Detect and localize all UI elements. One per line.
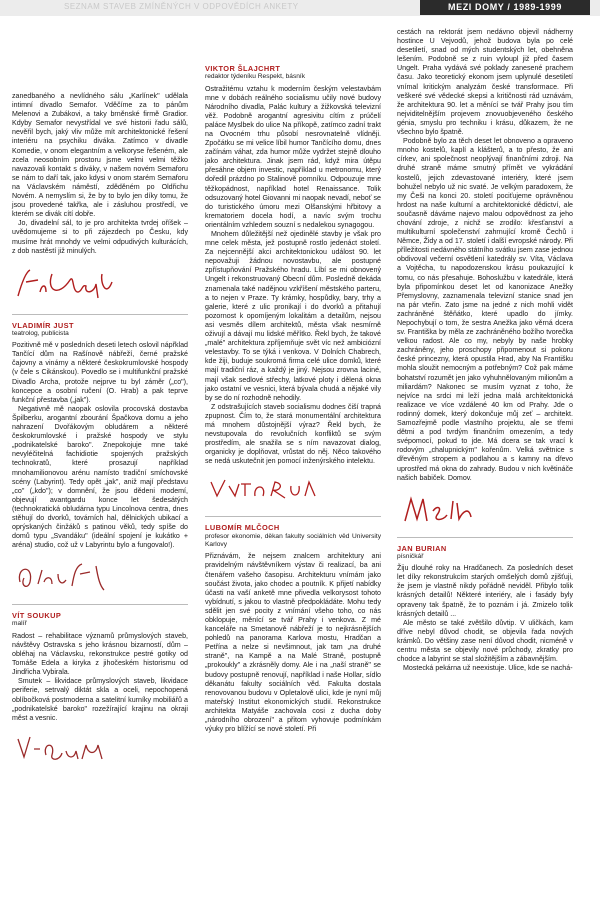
answer-text: Přiznávám, že nejsem znalcem architektury ani pravidelným návštěvníkem výstav či realizací, ba ani čtenářem vašeho časopisu. Architekturu vnímám jako součást života, jako chodec a poutník. K přijetí nabídky účasti na vaší anketě mne přivedla velkorysost tohoto vybídnutí, s jakou to vlastně předpokládáte. Mohu tedy sdělit jen své pocity z vnímání všeho toho, co nás obklopuje, měnící se tvář Prahy i venkova. Z mé kanceláře na Smetanově nábřeží je to nejkrásnějších pohledů na panorama Karlova mostu, Hradčan a Petřína a nelze si nevšimnout, jak tam „na druhé straně", na Kampě a na Malé Straně, postupně „prokoukly" a zkrásněly domy. Ale i na „naší straně" se budovy postupně renovují, například i naše Hollar, sídlo děkanátu fakulty sociálních věd. Fakulta dostala renovovanou budovu v Opletalově ulici, kde je nyní můj mateřský Institut ekonomických studií. Rekonstrukce architekta Matyáše zachovala cosi z ducha doby „národního obrození" a přitom vyhovuje podmínkám výuky pro blížící se nové století. Při	[205, 552, 381, 734]
author-role: profesor ekonomie, děkan fakulty sociálních věd University Karlovy	[205, 532, 381, 548]
signature-3	[12, 729, 188, 765]
column-1	[12, 92, 188, 773]
author-role: redaktor týdeníku Respekt, básník	[205, 73, 306, 81]
author-name: VIKTOR ŠLAJCHRT	[205, 64, 281, 73]
author-role: písničkář	[397, 552, 424, 560]
answer-text-2: Ale město se také zvětšilo důvtip. V uličkách, kam dříve nebyl důvod chodit, se objevila řada nových krámků. Do většiny zase není důvod chodit, nicméně v centru města se objevily nové průchody, zkratky pro chodce a labyrint se stal složitějším a zábavnějším.	[397, 618, 573, 664]
ghost-heading: SEZNAM STAVEB ZMÍNĚNÝCH V ODPOVĚDÍCH ANKETY	[64, 2, 299, 11]
signature-5	[397, 489, 573, 529]
intro-paragraph: cestách na rektorát jsem nedávno objevil nádherny hostince U Vejvodů, jehož budova byla po celé desetiletí, snad od mých studentských let, obehněna lešením. Podobně se z ruin vyloupl již před časem Ungelt. Praha vydává své poklady zanesené prachem času. Jako teoretický ekonom jsem uplynulé desetiletí vnímal kritickým analyzám české transformace. Při veškeré své vědecké skepsi a kritičnosti rád uznávám, že architektura 90. let a měnící se tvář Prahy jsou tím nejviditelnějším projevem znovuobjeveného českého génia, smyslu pro techniku i krásu, důkazem, že ne všechno bylo špatně.	[397, 28, 573, 137]
author-name: LUBOMÍR MLČOCH	[205, 523, 280, 533]
answer-text: Radost – rehabilitace významů průmyslových staveb, návštěvy Ostravska s jeho krásnou bizarností, dům – obléhaj na Václavsku, rekonstrukce pestré gotiky od Tomáše Edela a kiryka z jihočeském historismu od Jindřicha Vybirala.	[12, 631, 188, 677]
author-name: VÍT SOUKUP	[12, 611, 62, 621]
answer-text: Ostražitému vztahu k moderním českým velestavbám mne v dobách reálného socialismu učily nové budovy Národního divadla, Palác kultury a žižkovská televizní věž. Podobně arogantní agresivitu cítím z prúčelí paláce Myslbek do ulice Na příkopě, zatímco zadní trakt na Ovocném trhu působí nesrovnatelně vlídněji. Zpočátku se mi velice líbil humor Tančícího domu, dnes začínám váhat, zda humor může vydržet stejně dlouho jako architektura. Jinak jsem rád, když mira útěpu přesáhne objem investic, například u metronomu, který doředil prázdno po Stalinově pomníku. Odpouzuje mne těžkopádnost, například hotel Renaissance. Tolik odsuzovaný hotel Giovanni mi naopak nevadí, neboť se do turistického úmoru mezi Olšanskými hřbitovy a krematoriem docela hodí, a navíc svým trochu orientálním vzhledem souzní s nedalekou synagogou.	[205, 84, 381, 229]
answer-text: Pozitivně mě v posledních deseti letech oslovil nápřklad Tančící dům na Rašínově nábřeží, černé pražské čajovny a vinárny a některé českokrumlovské hospody (v čele s Cikánskou). Povedlo se i multifunkční pražské Divadlo Archa, protože nejprve tu byl záměr („co"), koncepce a osobní ručení (O. Hrab) a pak teprve funkční přestavba („jak").	[12, 341, 188, 404]
signature-2	[12, 556, 188, 596]
divider	[12, 604, 188, 605]
author-role: malíř	[12, 620, 27, 628]
column-3	[397, 28, 573, 673]
answer-text-3: Mostecká pekárna už neexistuje. Ulice, kde se nachá-	[403, 664, 573, 673]
answer-text: Žiju dlouhé roky na Hradčanech. Za posledních deset let díky rekonstrukcím starých omšelých domů zjišťuji, že jsem je vlastně nikdy pořádně neviděl. Přibylo tolik krásných detailů! Některé interiéry, ale i fasády byly opraveny tak špatně, že to poznám i já. Zmizelo tolik krásných detailů ...	[397, 564, 573, 618]
answer-text-3: Z odstrašujících staveb socialismu dodnes čiší trapná zpupnost. Čím to, že stará monumentální architektura má mnohem důstojnější výraz? Řekl bych, že nevstupovala do revolučních konfliktů se svým prostředím, ale snažila se s ním navazovat dialog, organicky je doplňovat, vrůstat do něj. Něco takového se nedá uskutečnit jen pomocí inženýrského intelektu.	[205, 402, 381, 466]
intro-paragraph: zanedbaného a nevlídného sálu „Karlínek" udělala intimní divadlo Semafor. Vděčíme za to pánům Melenovi a Zubákovi, a taky brněnské firmě Gradior. Kdyby Semafor nevystřídal ve své historii řadu sálů, nevěřil bych, jaký vliv může mít architektonické řešení interiéru na psychiku diváka. Zatímco v divadle Komedie, v onom elegantním a velkoryse řešeném, ale zcela neosobním prostoru jsme velmi velmi těžko navazovali kontakt s diváky, v našem novém Semaforu se nám to daří tak, jako kdysi v onom starém Semaforu na Václavském náměstí, zděděném po Oldřichu Novém. A nemyslím si, že by to bylo jen díky tomu, že jsou provedené takřka, ale i zásluhou prostředí, ve kterém se divák cítí dobře.	[12, 92, 188, 219]
divider	[397, 537, 573, 538]
author-name: JAN BURIAN	[397, 543, 447, 553]
author-name: VLADIMÍR JUST	[12, 320, 74, 330]
intro-paragraph-2: Podobně bylo za těch deset let obnoveno a opraveno mnoho kostelů, kaplí a klášterů, a to přesto, že ani církev, ani společnost neoplývají finančními zdroji. Na druhé straně máme smutný přímět ve vykrádání kostelů, jejich zdevastované interiéry, které jsem bohužel nebylo už nic svaté. Je velkým paradoxem, že my Češi na konci 20. století pociťujeme oprávněnou hrdost na naše kulturní a architektonické dědictví, ale současně dáváme najevo malou odpovědnost za jeho chování zdroje, z nichž se zrodilo: křesťanství a multikulturní společenství zahrnující kromě Čechů i Němce, Židy a od 17. století i další evropské národy. Při příležitosti nedávného státního svátku jsem zase jednou obdivoval večerní osvětlení katedrály sv. Víta, Václava a Vojtěcha, tu napodozenskou krásu poukazující k tomu, co nás přesahuje. Bohoslužbu v katedrále, která byla připomínkou deset let od kanonizace Anežky Přemyslovny, zaznamenala televizní stanice snad jen na pár vteřin. Zato jsme na jedné z nich mohli vidět zachráněné štěňátko, které upadlo do jímky. Nepochybují o tom, že sestra Anežka jako věrná dcera sv. Františka by měla ze zachráněného božího tvorečka velkou radost. Ale co my, nebyly by naše hrobky zachráněny, jeho proschopy připomenout si pokoru české princezny, která opustila Hrad, aby Na Františku mohla sloužit nemocným a potřebným? Což pak máme bohatství rozumět jen jako vyhuhnělovaným milionům a miliardám? Nakonec se musím vyznat z toho, že nejvíce na srdci mi leží jedna malá architektonická realizace ve více vzdálené 40 km od Prahy. Jde o rodinný domek, který dokončuje můj zeť – architekt. Samozřejmě podle vlastního projektu, ale se třemi dětmi a pod tvrdým finančním omezením, a tedy svépomocí, pokud to jde. Má dcera se tak vrací k rodovým „chalupnickým" kořenům. Velká světnice s dřevěným stropem a podlahou a s kamny na dřevo uprostřed má okna do zahrady. Budou v nich květináče našich babiček. Domov.	[397, 137, 573, 482]
divider	[205, 516, 381, 517]
signature-4	[205, 472, 381, 508]
answer-text-2: Smutek – likvidace průmyslových staveb, likvidace periferie, setrvalý diktát skla a oceli, nepochopená oblíbočková postmoderna a satelitní kurníky mobiliářů a „podnikatelské baroko" rozežírající krajinu na okraji měst a vesnic.	[12, 677, 188, 722]
signature-1	[12, 262, 188, 306]
column-2	[205, 62, 381, 734]
answer-text-2: Negativně mě naopak oslovila procovská dostavba Špilberku, arogantní zbourání Špačkova domu a jeho nahrazení Dvořákovým obludárem a některé českokrumlovské i pražské hospody ve stylu „podnikatelské baroko". Znepokojuje mne také nevyléčitelná fachidiotie spojených pražských technokratů, které prosazují například mnohamilionovou arénu namísto tradiční smíchovské scény (Labyrint). Tedy opět „jak", aniž mají představu „co" („kdo"); v domnění, že jsou dědeni modemí, objevují avantgardu konce let šedesátých (technokratická obludárna typu Lincolnova centra, dnes stěhují do dvorků, továrních hal, dělnických ubikací a oprýskaných činžáků s patinou věků, tedy spíše do domů typu „Svandáku" (ideální spojení je kukátko + aréna) studio, což už v Labyrintu bylo a fungovalo!).	[12, 404, 188, 550]
author-role: teatrolog, publicista	[12, 329, 69, 337]
divider	[12, 314, 188, 315]
intro-paragraph-2: Jo, divadelní sál, to je pro architekta tvrdej oříšek – uvědomujeme si to při zájezdech po Česku, kdy musíme hrát mnohdy ve velmi odpudivých kulturácích, z dob nastěstí již minulých.	[12, 219, 188, 255]
answer-text-2: Mnohem důležitější než ojedinělé stavby je však pro mne celek města, jež postupně rostlo jedenáct století. Za nejcennější akci architektonickou událost 90. let nepovažuji žádnou novostavbu, ale postupné zpřístupňování Pražského hradu. Líbí se mi obnovený Ungelt i rekonstruovaný Obecní dům. Posledně dekáda znamenala také nadějnou vzkříšení městského parteru, a to nejen v Praze. Ty krámky, hospůdky, bary, trhy a galerie, které z ulic pronikají i do dvorků a přitahují pozornost k opomíjeným lokalitám a detailům, nejsou asi vesměs dílem architektů, města však nesmírně oživují a dávají mu lidské měřítko. Řekl bych, že takové „malé" architektura zpříjemňuje svět víc než ambiciózní velestavby. To se týká i venkova. V Dolních Chabrech, kde žiji, buduje soukromá firma celé ulice domků, které mají tradiční ráz, a každý je jiný. Nejsou zrovna laciné, mají však sedlové střechy, latkové ploty i dělená okna jako ostatní ve vesnici, která bývala chudá a nějaké vily by se do ní rozhodně nehodily.	[205, 230, 381, 402]
section-title: MEZI DOMY / 1989-1999	[420, 0, 590, 15]
